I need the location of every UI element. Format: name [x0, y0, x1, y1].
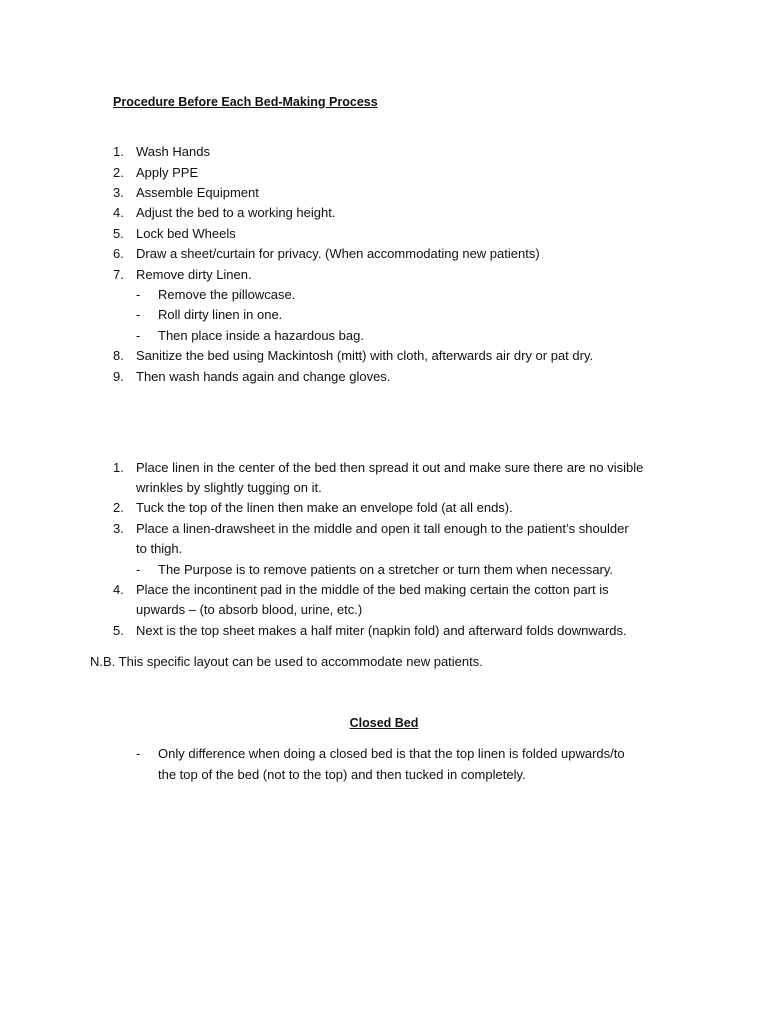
list-text: Place a linen-drawsheet in the middle and open it tall enough to the patient’s shoulder [136, 521, 629, 536]
list-item [0, 224, 768, 244]
list-text: Next is the top sheet makes a half miter (napkin fold) and afterward folds downwards. [136, 623, 627, 638]
list-text: Adjust the bed to a working height. [136, 205, 336, 220]
list-text: Place linen in the center of the bed then spread it out and make sure there are no visible [136, 460, 644, 475]
list-text: Lock bed Wheels [136, 226, 236, 241]
list-item [0, 580, 768, 600]
list-number: 1. [113, 144, 124, 159]
list-number: 5. [113, 226, 124, 241]
bullet-item [0, 744, 768, 764]
dash-bullet: - [136, 562, 141, 577]
sub-list-item [0, 326, 768, 346]
list-item [0, 203, 768, 223]
list-item [0, 265, 768, 285]
sub-list-item [0, 285, 768, 305]
dash-bullet: - [136, 746, 141, 761]
dash-bullet: - [136, 328, 141, 343]
list-text-continued: to thigh. [136, 541, 183, 556]
list-number: 3. [113, 521, 124, 536]
sub-list-item [0, 305, 768, 325]
list-number: 4. [113, 205, 124, 220]
bullet-text-continued: the top of the bed (not to the top) and then tucked in completely. [158, 767, 526, 782]
list-item [0, 458, 768, 478]
list-item [0, 183, 768, 203]
list-text: Apply PPE [136, 165, 199, 180]
list-number: 8. [113, 348, 124, 363]
list-item [0, 519, 768, 539]
list-text: Then wash hands again and change gloves. [136, 369, 391, 384]
list-item [0, 346, 768, 366]
list-number: 5. [113, 623, 124, 638]
list-text: Sanitize the bed using Mackintosh (mitt) with cloth, afterwards air dry or pat dry. [136, 348, 594, 363]
list-item [0, 498, 768, 518]
list-text-continued: wrinkles by slightly tugging on it. [136, 480, 322, 495]
sub-list-text: Roll dirty linen in one. [158, 307, 283, 322]
list-item [0, 367, 768, 387]
sub-list-item [0, 560, 768, 580]
bullet-text: Only difference when doing a closed bed is that the top linen is folded upwards/to [158, 746, 625, 761]
list-item [0, 142, 768, 162]
list-number: 3. [113, 185, 124, 200]
list-text-continued: upwards – (to absorb blood, urine, etc.) [136, 602, 363, 617]
list-number: 9. [113, 369, 124, 384]
note-text: N.B. This specific layout can be used to accommodate new patients. [90, 654, 483, 669]
list-number: 1. [113, 460, 124, 475]
list-item [0, 163, 768, 183]
sub-list-text: The Purpose is to remove patients on a stretcher or turn them when necessary. [158, 562, 613, 577]
list-number: 2. [113, 165, 124, 180]
list-number: 4. [113, 582, 124, 597]
list-text: Draw a sheet/curtain for privacy. (When accommodating new patients) [136, 246, 540, 261]
sub-list-text: Remove the pillowcase. [158, 287, 296, 302]
list-number: 2. [113, 500, 124, 515]
list-text: Assemble Equipment [136, 185, 259, 200]
list-item [0, 621, 768, 641]
list-item [0, 244, 768, 264]
list-text: Wash Hands [136, 144, 210, 159]
list-text: Place the incontinent pad in the middle of the bed making certain the cotton part is [136, 582, 609, 597]
list-text: Remove dirty Linen. [136, 267, 252, 282]
sub-list-text: Then place inside a hazardous bag. [158, 328, 364, 343]
dash-bullet: - [136, 307, 141, 322]
list-number: 6. [113, 246, 124, 261]
dash-bullet: - [136, 287, 141, 302]
section-title-closed-bed: Closed Bed [349, 716, 419, 730]
section-title-procedure: Procedure Before Each Bed-Making Process [113, 95, 378, 109]
list-text: Tuck the top of the linen then make an envelope fold (at all ends). [136, 500, 513, 515]
list-number: 7. [113, 267, 124, 282]
